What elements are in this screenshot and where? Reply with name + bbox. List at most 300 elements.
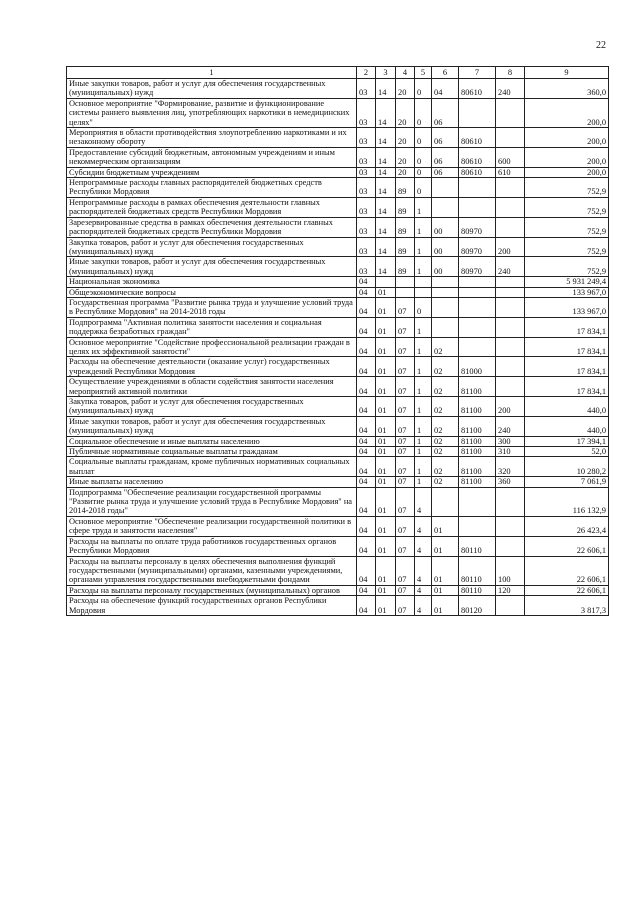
row-code-cell: 01 <box>376 536 396 556</box>
row-sum-cell: 133 967,0 <box>525 297 609 317</box>
row-code-cell: 14 <box>376 79 396 99</box>
row-code-cell <box>496 178 525 198</box>
table-row <box>67 178 609 198</box>
row-name-cell: Социальные выплаты гражданам, кроме публичных нормативных социальных выплат <box>67 457 357 477</box>
row-code-cell: 01 <box>376 337 396 357</box>
row-name-cell: Подпрограмма "Активная политика занятости населения и социальная поддержка безработных граждан" <box>67 317 357 337</box>
row-name-cell: Непрограммные расходы главных распорядителей бюджетных средств Республики Мордовия <box>67 178 357 198</box>
row-code-cell: 81100 <box>459 477 496 487</box>
row-code-cell: 01 <box>376 516 396 536</box>
row-sum-cell: 17 834,1 <box>525 377 609 397</box>
row-code-cell: 320 <box>496 457 525 477</box>
row-code-cell: 14 <box>376 98 396 127</box>
column-header: 5 <box>415 67 432 79</box>
row-name-cell: Расходы на выплаты персоналу в целях обеспечения выполнения функций государственными (муниципальными) органами, казенными учреждениями, органами управления государственными внебюджетными фондами <box>67 556 357 585</box>
row-code-cell <box>432 487 459 516</box>
row-code-cell: 0 <box>415 98 432 127</box>
row-name-cell: Субсидии бюджетным учреждениям <box>67 167 357 177</box>
row-code-cell: 04 <box>357 487 376 516</box>
row-name-cell: Зарезервированные средства в рамках обеспечения деятельности главных распорядителей бюджетных средств Республики Мордовия <box>67 217 357 237</box>
row-sum-cell: 5 931 249,4 <box>525 277 609 287</box>
column-header: 8 <box>496 67 525 79</box>
table-row <box>67 556 609 585</box>
row-code-cell: 07 <box>396 516 415 536</box>
row-code-cell <box>459 178 496 198</box>
row-code-cell: 01 <box>432 596 459 616</box>
row-code-cell: 01 <box>376 357 396 377</box>
row-code-cell: 03 <box>357 128 376 148</box>
row-code-cell: 01 <box>376 287 396 297</box>
row-code-cell: 89 <box>396 178 415 198</box>
row-code-cell: 01 <box>376 317 396 337</box>
row-name-cell: Социальное обеспечение и иные выплаты населению <box>67 436 357 446</box>
row-code-cell: 00 <box>432 257 459 277</box>
row-code-cell: 0 <box>415 167 432 177</box>
row-code-cell: 07 <box>396 585 415 595</box>
row-code-cell: 04 <box>357 317 376 337</box>
column-header: 6 <box>432 67 459 79</box>
row-code-cell: 1 <box>415 397 432 417</box>
row-code-cell: 07 <box>396 556 415 585</box>
row-name-cell: Расходы на выплаты по оплате труда работников государственных органов Республики Мордовия <box>67 536 357 556</box>
row-code-cell: 80610 <box>459 147 496 167</box>
row-code-cell <box>496 487 525 516</box>
row-code-cell: 02 <box>432 436 459 446</box>
row-code-cell: 240 <box>496 79 525 99</box>
row-code-cell: 20 <box>396 128 415 148</box>
table-row <box>67 377 609 397</box>
row-code-cell <box>396 287 415 297</box>
row-code-cell <box>496 596 525 616</box>
row-name-cell: Иные закупки товаров, работ и услуг для обеспечения государственных (муниципальных) нужд <box>67 257 357 277</box>
row-code-cell <box>496 197 525 217</box>
row-code-cell: 03 <box>357 197 376 217</box>
column-header: 3 <box>376 67 396 79</box>
row-code-cell: 600 <box>496 147 525 167</box>
row-code-cell: 1 <box>415 197 432 217</box>
row-code-cell: 1 <box>415 257 432 277</box>
column-header: 2 <box>357 67 376 79</box>
row-code-cell <box>432 317 459 337</box>
row-code-cell <box>432 287 459 297</box>
row-code-cell: 1 <box>415 317 432 337</box>
column-header: 1 <box>67 67 357 79</box>
table-row <box>67 477 609 487</box>
row-code-cell <box>459 487 496 516</box>
row-code-cell: 03 <box>357 147 376 167</box>
row-code-cell: 07 <box>396 377 415 397</box>
row-code-cell: 07 <box>396 357 415 377</box>
row-code-cell: 01 <box>432 556 459 585</box>
row-code-cell: 01 <box>376 377 396 397</box>
table-row <box>67 197 609 217</box>
row-code-cell: 01 <box>376 487 396 516</box>
table-row <box>67 397 609 417</box>
row-code-cell: 1 <box>415 377 432 397</box>
row-code-cell: 04 <box>357 416 376 436</box>
row-code-cell: 1 <box>415 357 432 377</box>
row-code-cell: 20 <box>396 79 415 99</box>
row-name-cell: Подпрограмма "Обеспечение реализации государственной программы "Развитие рынка труда и улучшение условий труда в Республике Мордовия" на 2014-2018 годы" <box>67 487 357 516</box>
table-row <box>67 447 609 457</box>
row-code-cell <box>496 317 525 337</box>
table-row <box>67 416 609 436</box>
row-code-cell: 0 <box>415 128 432 148</box>
row-code-cell: 04 <box>357 477 376 487</box>
row-code-cell: 07 <box>396 447 415 457</box>
row-code-cell: 01 <box>376 416 396 436</box>
row-code-cell: 07 <box>396 317 415 337</box>
row-code-cell: 14 <box>376 197 396 217</box>
row-code-cell: 03 <box>357 79 376 99</box>
row-code-cell: 03 <box>357 98 376 127</box>
row-name-cell: Основное мероприятие "Содействие профессиональной реализации граждан в целях их эффективной занятости" <box>67 337 357 357</box>
column-header: 4 <box>396 67 415 79</box>
row-code-cell <box>459 197 496 217</box>
row-code-cell: 01 <box>376 297 396 317</box>
row-code-cell: 01 <box>376 585 396 595</box>
row-code-cell: 4 <box>415 596 432 616</box>
row-sum-cell: 200,0 <box>525 147 609 167</box>
row-code-cell: 01 <box>376 457 396 477</box>
table-row <box>67 436 609 446</box>
row-name-cell: Публичные нормативные социальные выплаты гражданам <box>67 447 357 457</box>
table-row <box>67 128 609 148</box>
row-code-cell: 80610 <box>459 167 496 177</box>
table-row <box>67 317 609 337</box>
row-code-cell: 02 <box>432 416 459 436</box>
row-code-cell <box>496 297 525 317</box>
row-code-cell: 04 <box>357 377 376 397</box>
row-code-cell: 01 <box>376 397 396 417</box>
row-code-cell: 14 <box>376 147 396 167</box>
row-code-cell: 1 <box>415 436 432 446</box>
row-code-cell <box>496 287 525 297</box>
row-code-cell: 81100 <box>459 397 496 417</box>
table-row <box>67 297 609 317</box>
row-code-cell: 01 <box>432 516 459 536</box>
row-code-cell: 80110 <box>459 585 496 595</box>
row-name-cell: Расходы на обеспечение функций государственных органов Республики Мордовия <box>67 596 357 616</box>
row-sum-cell: 133 967,0 <box>525 287 609 297</box>
row-name-cell: Расходы на выплаты персоналу государственных (муниципальных) органов <box>67 585 357 595</box>
row-code-cell: 07 <box>396 297 415 317</box>
row-code-cell: 04 <box>357 287 376 297</box>
row-code-cell: 04 <box>357 536 376 556</box>
row-code-cell: 01 <box>376 596 396 616</box>
row-code-cell: 03 <box>357 257 376 277</box>
row-code-cell: 01 <box>376 556 396 585</box>
row-sum-cell: 752,9 <box>525 257 609 277</box>
row-code-cell: 07 <box>396 436 415 446</box>
row-sum-cell: 3 817,3 <box>525 596 609 616</box>
row-sum-cell: 52,0 <box>525 447 609 457</box>
row-code-cell: 14 <box>376 237 396 257</box>
row-sum-cell: 17 394,1 <box>525 436 609 446</box>
table-row <box>67 237 609 257</box>
table-row <box>67 337 609 357</box>
row-code-cell: 610 <box>496 167 525 177</box>
row-name-cell: Общеэкономические вопросы <box>67 287 357 297</box>
row-sum-cell: 200,0 <box>525 128 609 148</box>
table-row <box>67 287 609 297</box>
row-name-cell: Предоставление субсидий бюджетным, автономным учреждениям и иным некоммерческим организациям <box>67 147 357 167</box>
row-code-cell <box>496 128 525 148</box>
row-code-cell: 81100 <box>459 457 496 477</box>
row-code-cell <box>496 516 525 536</box>
row-sum-cell: 360,0 <box>525 79 609 99</box>
row-sum-cell: 116 132,9 <box>525 487 609 516</box>
row-code-cell: 04 <box>357 277 376 287</box>
row-name-cell: Национальная экономика <box>67 277 357 287</box>
row-code-cell: 1 <box>415 447 432 457</box>
row-code-cell: 01 <box>376 436 396 446</box>
row-sum-cell: 22 606,1 <box>525 536 609 556</box>
row-name-cell: Осуществление учреждениями в области содействия занятости населения мероприятий активной политики <box>67 377 357 397</box>
row-code-cell: 4 <box>415 516 432 536</box>
row-code-cell: 81100 <box>459 436 496 446</box>
table-body <box>67 79 609 616</box>
row-code-cell: 120 <box>496 585 525 595</box>
row-code-cell: 04 <box>432 79 459 99</box>
row-code-cell: 04 <box>357 556 376 585</box>
row-code-cell: 0 <box>415 147 432 167</box>
row-sum-cell: 17 834,1 <box>525 317 609 337</box>
column-header: 9 <box>525 67 609 79</box>
row-code-cell: 89 <box>396 197 415 217</box>
row-code-cell: 06 <box>432 128 459 148</box>
row-code-cell: 81100 <box>459 447 496 457</box>
table-row <box>67 585 609 595</box>
row-name-cell: Расходы на обеспечение деятельности (оказание услуг) государственных учреждений Республики Мордовия <box>67 357 357 377</box>
table-row <box>67 357 609 377</box>
row-code-cell: 04 <box>357 297 376 317</box>
row-code-cell <box>496 337 525 357</box>
row-code-cell: 04 <box>357 337 376 357</box>
row-code-cell: 01 <box>376 447 396 457</box>
table-header-row <box>67 67 609 79</box>
row-code-cell: 200 <box>496 237 525 257</box>
row-sum-cell: 752,9 <box>525 197 609 217</box>
row-code-cell: 04 <box>357 457 376 477</box>
table-row <box>67 457 609 477</box>
row-code-cell: 100 <box>496 556 525 585</box>
row-code-cell: 07 <box>396 457 415 477</box>
row-code-cell: 20 <box>396 98 415 127</box>
row-sum-cell: 200,0 <box>525 98 609 127</box>
row-code-cell <box>496 217 525 237</box>
row-sum-cell: 22 606,1 <box>525 585 609 595</box>
row-code-cell: 07 <box>396 596 415 616</box>
row-code-cell <box>415 287 432 297</box>
row-code-cell: 00 <box>432 217 459 237</box>
row-name-cell: Иные закупки товаров, работ и услуг для обеспечения государственных (муниципальных) нужд <box>67 416 357 436</box>
table-row <box>67 487 609 516</box>
row-code-cell: 01 <box>376 477 396 487</box>
row-code-cell: 03 <box>357 178 376 198</box>
row-name-cell: Закупка товаров, работ и услуг для обеспечения государственных (муниципальных) нужд <box>67 237 357 257</box>
row-code-cell <box>459 98 496 127</box>
row-code-cell: 06 <box>432 167 459 177</box>
row-name-cell: Мероприятия в области противодействия злоупотреблению наркотиками и их незаконному обороту <box>67 128 357 148</box>
row-code-cell <box>459 277 496 287</box>
table-row <box>67 98 609 127</box>
row-name-cell: Непрограммные расходы в рамках обеспечения деятельности главных распорядителей бюджетных средств Республики Мордовия <box>67 197 357 217</box>
row-code-cell <box>432 197 459 217</box>
row-code-cell: 04 <box>357 585 376 595</box>
row-code-cell: 02 <box>432 357 459 377</box>
table-row <box>67 167 609 177</box>
row-code-cell: 80610 <box>459 79 496 99</box>
row-code-cell: 04 <box>357 516 376 536</box>
page-number: 22 <box>596 40 606 51</box>
row-sum-cell: 17 834,1 <box>525 357 609 377</box>
row-code-cell: 14 <box>376 167 396 177</box>
row-code-cell: 14 <box>376 178 396 198</box>
row-code-cell: 240 <box>496 416 525 436</box>
row-code-cell: 80970 <box>459 217 496 237</box>
row-code-cell: 1 <box>415 217 432 237</box>
row-code-cell: 1 <box>415 416 432 436</box>
row-code-cell <box>376 277 396 287</box>
row-code-cell: 07 <box>396 416 415 436</box>
row-name-cell: Иные выплаты населению <box>67 477 357 487</box>
row-code-cell <box>415 277 432 287</box>
row-code-cell: 80120 <box>459 596 496 616</box>
row-code-cell: 07 <box>396 477 415 487</box>
row-sum-cell: 26 423,4 <box>525 516 609 536</box>
row-code-cell <box>432 277 459 287</box>
row-code-cell: 01 <box>432 585 459 595</box>
row-code-cell: 80970 <box>459 237 496 257</box>
row-code-cell: 80110 <box>459 556 496 585</box>
row-code-cell: 02 <box>432 377 459 397</box>
row-name-cell: Иные закупки товаров, работ и услуг для обеспечения государственных (муниципальных) нужд <box>67 79 357 99</box>
row-code-cell: 07 <box>396 536 415 556</box>
row-code-cell: 00 <box>432 237 459 257</box>
row-code-cell: 02 <box>432 477 459 487</box>
row-code-cell: 89 <box>396 237 415 257</box>
row-code-cell: 02 <box>432 397 459 417</box>
row-code-cell: 03 <box>357 217 376 237</box>
row-code-cell: 01 <box>432 536 459 556</box>
row-code-cell: 07 <box>396 487 415 516</box>
row-code-cell: 89 <box>396 217 415 237</box>
row-code-cell <box>459 297 496 317</box>
row-code-cell <box>496 357 525 377</box>
budget-table <box>66 66 609 616</box>
row-name-cell: Основное мероприятие "Обеспечение реализации государственной политики в сфере труда и занятости населения" <box>67 516 357 536</box>
row-code-cell: 03 <box>357 237 376 257</box>
row-code-cell: 02 <box>432 457 459 477</box>
row-code-cell: 80610 <box>459 128 496 148</box>
column-header: 7 <box>459 67 496 79</box>
row-code-cell: 02 <box>432 337 459 357</box>
row-code-cell: 1 <box>415 457 432 477</box>
row-code-cell: 360 <box>496 477 525 487</box>
row-sum-cell: 440,0 <box>525 397 609 417</box>
row-code-cell: 310 <box>496 447 525 457</box>
row-code-cell: 02 <box>432 447 459 457</box>
row-code-cell: 06 <box>432 147 459 167</box>
table-row <box>67 217 609 237</box>
row-code-cell: 81100 <box>459 416 496 436</box>
row-code-cell: 1 <box>415 337 432 357</box>
row-sum-cell: 440,0 <box>525 416 609 436</box>
table-row <box>67 596 609 616</box>
row-code-cell <box>459 317 496 337</box>
row-code-cell: 20 <box>396 167 415 177</box>
row-code-cell <box>459 287 496 297</box>
row-code-cell: 240 <box>496 257 525 277</box>
row-code-cell: 0 <box>415 178 432 198</box>
row-code-cell <box>432 178 459 198</box>
row-code-cell: 300 <box>496 436 525 446</box>
row-code-cell <box>459 337 496 357</box>
row-code-cell <box>496 536 525 556</box>
row-name-cell: Государственная программа "Развитие рынка труда и улучшение условий труда в Республике Мордовия" на 2014-2018 годы <box>67 297 357 317</box>
row-code-cell: 89 <box>396 257 415 277</box>
row-code-cell: 0 <box>415 79 432 99</box>
row-code-cell: 4 <box>415 556 432 585</box>
row-code-cell: 03 <box>357 167 376 177</box>
row-code-cell: 20 <box>396 147 415 167</box>
row-code-cell: 04 <box>357 436 376 446</box>
table-row <box>67 257 609 277</box>
row-code-cell: 80110 <box>459 536 496 556</box>
row-code-cell: 200 <box>496 397 525 417</box>
table-row <box>67 536 609 556</box>
row-code-cell: 14 <box>376 128 396 148</box>
row-code-cell: 14 <box>376 217 396 237</box>
row-code-cell: 04 <box>357 447 376 457</box>
row-code-cell: 04 <box>357 357 376 377</box>
row-code-cell <box>496 377 525 397</box>
row-sum-cell: 22 606,1 <box>525 556 609 585</box>
row-sum-cell: 7 061,9 <box>525 477 609 487</box>
table-row <box>67 79 609 99</box>
row-code-cell <box>459 516 496 536</box>
row-code-cell: 4 <box>415 487 432 516</box>
row-sum-cell: 17 834,1 <box>525 337 609 357</box>
row-name-cell: Основное мероприятие "Формирование, развитие и функционирование системы раннего выявления лиц, употребляющих наркотики в немедицинских целях" <box>67 98 357 127</box>
table-row <box>67 516 609 536</box>
row-code-cell: 1 <box>415 477 432 487</box>
row-code-cell: 14 <box>376 257 396 277</box>
row-code-cell <box>496 277 525 287</box>
row-code-cell: 81000 <box>459 357 496 377</box>
row-code-cell: 4 <box>415 536 432 556</box>
row-name-cell: Закупка товаров, работ и услуг для обеспечения государственных (муниципальных) нужд <box>67 397 357 417</box>
row-code-cell: 0 <box>415 297 432 317</box>
row-code-cell: 06 <box>432 98 459 127</box>
row-code-cell: 07 <box>396 397 415 417</box>
row-code-cell: 04 <box>357 596 376 616</box>
row-code-cell: 80970 <box>459 257 496 277</box>
row-code-cell: 07 <box>396 337 415 357</box>
row-sum-cell: 200,0 <box>525 167 609 177</box>
row-sum-cell: 752,9 <box>525 217 609 237</box>
row-code-cell: 81100 <box>459 377 496 397</box>
table-row <box>67 147 609 167</box>
row-code-cell: 1 <box>415 237 432 257</box>
table-row <box>67 277 609 287</box>
row-code-cell: 4 <box>415 585 432 595</box>
row-sum-cell: 10 280,2 <box>525 457 609 477</box>
row-code-cell: 04 <box>357 397 376 417</box>
row-sum-cell: 752,9 <box>525 237 609 257</box>
row-code-cell <box>396 277 415 287</box>
